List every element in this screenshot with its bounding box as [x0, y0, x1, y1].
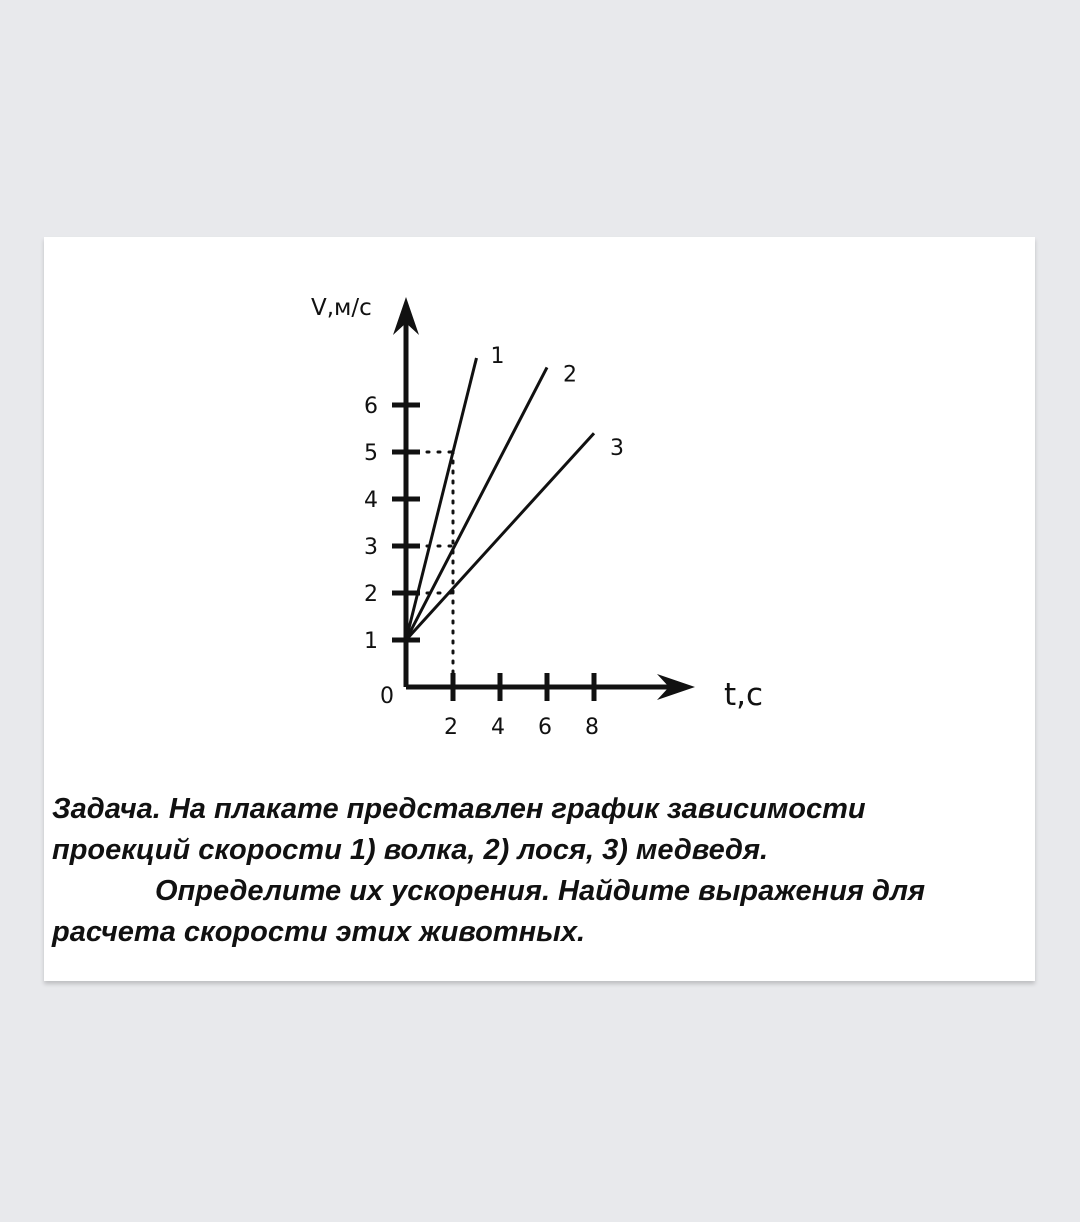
- series-lines: [406, 358, 594, 640]
- x-tick-label: 8: [585, 715, 599, 740]
- task-line-3: Определите их ускорения. Найдите выражения для: [155, 875, 926, 907]
- y-tick-label: 2: [364, 582, 378, 607]
- series-label: 1: [490, 344, 505, 369]
- x-tick-label: 2: [444, 715, 458, 740]
- y-tick-label: 4: [364, 488, 378, 513]
- series-line: [406, 433, 594, 640]
- series-label: 3: [610, 436, 624, 462]
- origin-label: 0: [380, 684, 394, 709]
- task-line-1: Задача. На плакате представлен график зависимости: [52, 793, 866, 825]
- task-card: [44, 237, 1035, 981]
- y-tick-label: 5: [364, 441, 378, 466]
- y-tick-label: 1: [364, 629, 378, 654]
- velocity-time-chart: [44, 237, 1035, 767]
- task-line-2: проекций скорости 1) волка, 2) лося, 3) медведя.: [52, 834, 769, 866]
- ticks: [392, 405, 594, 701]
- x-tick-label: 6: [538, 715, 552, 740]
- task-line-4: расчета скорости этих животных.: [52, 916, 586, 948]
- dotted-guides: [416, 446, 453, 683]
- task-text: [52, 789, 1012, 953]
- series-line: [406, 367, 547, 640]
- x-axis-label: t,c: [724, 677, 764, 713]
- axes: [393, 297, 695, 700]
- series-label: 2: [563, 362, 577, 388]
- x-tick-label: 4: [491, 715, 505, 740]
- y-tick-label: 3: [364, 535, 378, 560]
- labels: [311, 295, 763, 740]
- y-tick-label: 6: [364, 394, 378, 419]
- y-axis-label: V,м/c: [311, 295, 372, 321]
